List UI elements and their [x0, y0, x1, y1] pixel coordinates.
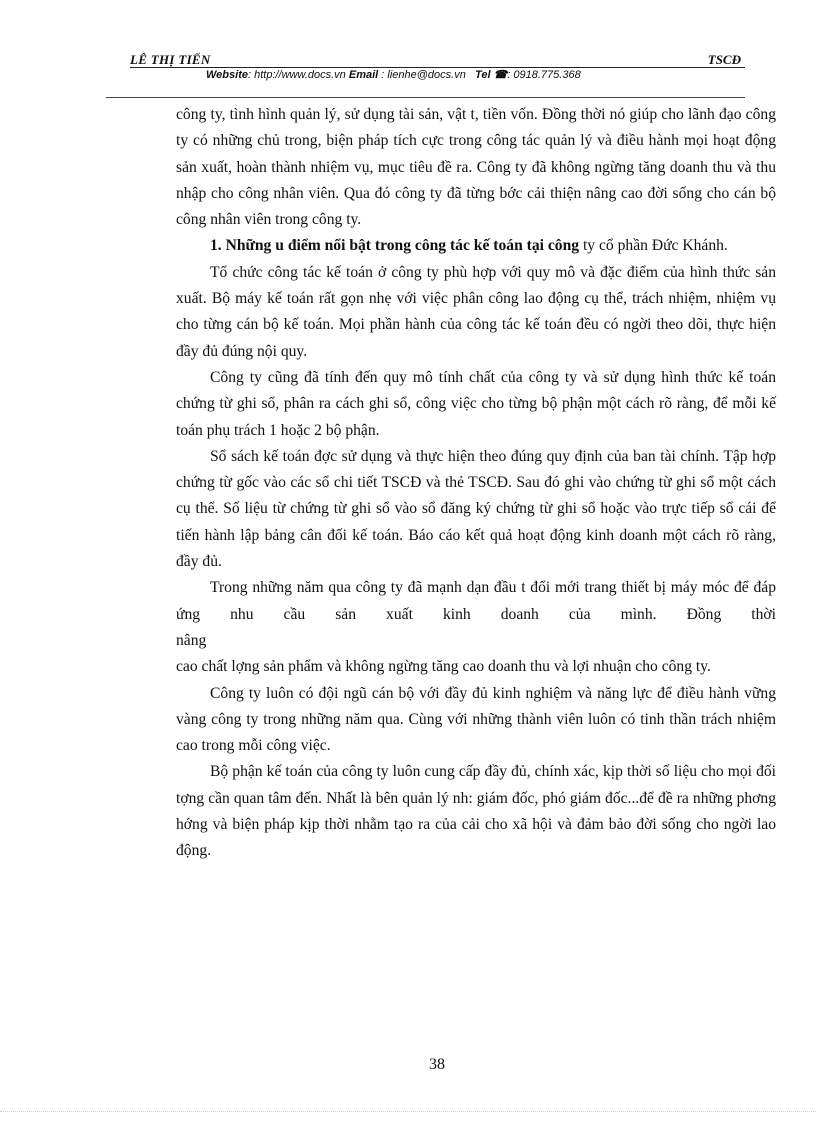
- email-label: Email: [348, 69, 379, 81]
- paragraph-7: Công ty luôn có đội ngũ cán bộ với đầy đủ kinh nghiệm và năng lực để điều hành vững vàng công ty trong những năm qua. Cùng với những thành viên luôn có tinh thần trách nhiệm cao trong mỗi công việc.: [176, 684, 776, 755]
- paragraph-5-continued: nâng: [176, 631, 207, 649]
- paragraph-4: Sổ sách kế toán đợc sử dụng và thực hiện theo đúng quy định của ban tài chính. Tập hợp chứng từ gốc vào các sổ chi tiết TSCĐ và thẻ TSCĐ. Sau đó ghi vào chứng từ ghi sổ một cách cụ thể. Số liệu từ chứng từ ghi sổ vào sổ đăng ký chứng từ ghi sổ hoặc vào trực tiếp sổ cái để tiến hành lập bảng cân đối kế toán. Báo cáo kết quả hoạt động kinh doanh một cách rõ ràng, đầy đủ.: [176, 447, 776, 571]
- paragraph-1: công ty, tình hình quản lý, sử dụng tài sản, vật t, tiền vốn. Đồng thời nó giúp cho lãnh đạo công ty có những chủ trong, biện pháp tích cực trong công tác quản lý và điều hành mọi hoạt động sản xuất, hoàn thành nhiệm vụ, mục tiêu đề ra. Công ty đã không ngừng tăng doanh thu và thu nhập cho công nhân viên. Qua đó công ty đã từng bớc cải thiện nâng cao đời sống cho cán bộ công nhân viên trong công ty.: [176, 106, 776, 229]
- section-heading-bold: 1. Những u điểm nổi bật trong công tác kế toán tại công: [210, 237, 580, 255]
- website-label: Website: [206, 69, 248, 81]
- section-heading-rest: ty cổ phần Đức Khánh.: [579, 237, 728, 255]
- header-rule-bottom: [106, 97, 745, 98]
- tel-value: : 0918.775.368: [507, 69, 581, 81]
- tel-label: Tel: [475, 69, 491, 81]
- header-subject: TSCĐ: [707, 52, 741, 67]
- section-heading: [176, 233, 776, 259]
- paragraph-6: cao chất lợng sản phẩm và không ngừng tăng cao doanh thu và lợi nhuận cho công ty.: [176, 658, 711, 676]
- phone-icon: ☎: [493, 69, 508, 81]
- header-author: LÊ THỊ TIẾN: [130, 52, 211, 67]
- footer-dotted-rule: [0, 1111, 816, 1112]
- paragraph-8: Bộ phận kế toán của công ty luôn cung cấp đầy đủ, chính xác, kịp thời số liệu cho mọi đối tợng cần quan tâm đến. Nhất là bên quản lý nh: giám đốc, phó giám đốc...để đề ra những phơng hớng và biện pháp kịp thời nhằm tạo ra của cải cho xã hội và đảm bảo đời sống cho ngời lao động.: [176, 763, 776, 860]
- document-body: [176, 102, 776, 865]
- page-number: 38: [429, 1056, 445, 1073]
- paragraph-5: Trong những năm qua công ty đã mạnh dạn đầu t đổi mới trang thiết bị máy móc để đáp ứng nhu cầu sản xuất kinh doanh của mình. Đồng thời: [176, 579, 776, 623]
- header-contact-line: [206, 68, 581, 82]
- website-value[interactable]: : http://www.docs.vn: [247, 69, 346, 81]
- page-header: [130, 52, 745, 98]
- paragraph-3: Công ty cũng đã tính đến quy mô tính chất của công ty và sử dụng hình thức kế toán chứng từ ghi sổ, phân ra cách ghi sổ, công việc cho từng bộ phận một cách rõ ràng, để mỗi kế toán phụ trách 1 hoặc 2 bộ phận.: [176, 368, 776, 439]
- email-value[interactable]: : lienhe@docs.vn: [378, 69, 466, 81]
- paragraph-2: Tổ chức công tác kế toán ở công ty phù hợp với quy mô và đặc điểm của hình thức sản xuất. Bộ máy kế toán rất gọn nhẹ với việc phân công lao động cụ thể, trách nhiệm, nhiệm vụ cho từng cán bộ kế toán. Mọi phần hành của công tác kế toán đều có ngời theo dõi, thực hiện đầy đủ đúng nội quy.: [176, 263, 776, 360]
